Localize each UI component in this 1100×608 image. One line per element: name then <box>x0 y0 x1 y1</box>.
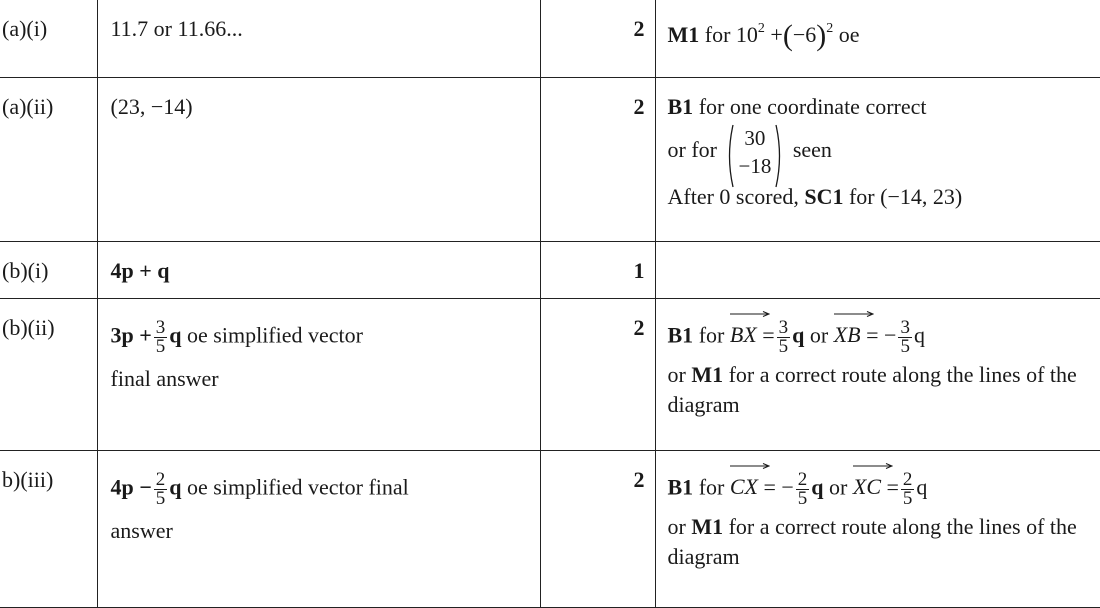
question-cell <box>0 450 97 607</box>
table-row <box>0 298 1100 450</box>
guidance-cell <box>655 298 1100 450</box>
marks-value: 1 <box>634 258 645 283</box>
vector-arrow-icon <box>853 463 893 469</box>
guidance-cell <box>655 241 1100 298</box>
vector-name: BX <box>730 322 757 347</box>
expr-base: −6 <box>793 22 816 47</box>
guidance-word: for <box>699 474 725 499</box>
table-row <box>0 77 1100 241</box>
marks-value: 2 <box>634 16 645 41</box>
vector-label <box>730 320 757 350</box>
marks-cell <box>540 298 655 450</box>
fraction-denominator: 5 <box>898 338 912 356</box>
fraction-numerator: 3 <box>898 319 912 338</box>
mark-code: B1 <box>668 94 694 119</box>
marks-cell <box>540 77 655 241</box>
answer-cell <box>97 450 540 607</box>
guidance-text: M1 for $10^2 +(-6)^2$ oe <box>668 22 860 47</box>
marks-value: 2 <box>634 467 645 492</box>
answer-text: answer <box>111 518 173 543</box>
mark-code: B1 <box>668 474 694 499</box>
equals: = <box>887 474 899 499</box>
guidance-text: for a correct route along the lines of the diagram <box>668 362 1077 417</box>
mark-code: B1 <box>668 322 694 347</box>
answer-text: oe simplified vector final <box>187 474 409 499</box>
vector-arrow-icon <box>730 311 770 317</box>
answer-cell <box>97 0 540 77</box>
table-row <box>0 450 1100 607</box>
fraction <box>796 471 810 508</box>
fraction <box>154 471 168 508</box>
guidance-word: or <box>810 322 828 347</box>
answer-cell <box>97 77 540 241</box>
guidance-word: for <box>705 22 731 47</box>
vector-q: q <box>914 322 925 347</box>
question-label: (a)(ii) <box>2 94 53 119</box>
question-cell <box>0 77 97 241</box>
exponent: 2 <box>826 21 833 36</box>
vector-name: XB <box>834 322 861 347</box>
guidance-line <box>668 471 1100 508</box>
vector-q: q <box>792 322 804 347</box>
fraction-numerator: 3 <box>154 319 168 338</box>
vector-arrow-icon <box>730 463 770 469</box>
marks-cell <box>540 450 655 607</box>
vector-label <box>853 472 881 502</box>
question-label: (b)(i) <box>2 258 48 283</box>
fraction-numerator: 2 <box>796 471 810 490</box>
guidance-text: for a correct route along the lines of the diagram <box>668 514 1077 569</box>
fraction <box>901 471 915 508</box>
answer-text: (23, −14) <box>111 94 193 119</box>
guidance-word: or <box>668 362 686 387</box>
answer-lead: 3p + <box>111 322 152 347</box>
column-vector <box>726 124 783 180</box>
fraction-denominator: 5 <box>901 490 915 508</box>
mark-code: SC1 <box>804 184 843 209</box>
answer-text: final answer <box>111 366 219 391</box>
guidance-text: After 0 scored, <box>668 184 799 209</box>
answer-text: 11.7 or 11.66... <box>111 16 243 41</box>
fraction-denominator: 5 <box>777 338 791 356</box>
guidance-text: or for <box>668 137 717 162</box>
vector-name: CX <box>730 474 758 499</box>
guidance-cell <box>655 77 1100 241</box>
vector-top: 30 <box>726 124 783 152</box>
answer-line <box>111 364 540 394</box>
answer-line <box>111 319 540 356</box>
guidance-line <box>668 512 1100 572</box>
guidance-text: for (−14, 23) <box>849 184 962 209</box>
guidance-line <box>668 124 1100 180</box>
fraction-denominator: 5 <box>796 490 810 508</box>
guidance-word: or <box>668 514 686 539</box>
vector-name: XC <box>853 474 881 499</box>
fraction-numerator: 2 <box>901 471 915 490</box>
equals: = − <box>763 474 793 499</box>
guidance-word: or <box>829 474 847 499</box>
answer-line <box>111 516 540 546</box>
table-row <box>0 241 1100 298</box>
exponent: 2 <box>758 21 765 36</box>
vector-q: q <box>169 322 181 347</box>
operator: + <box>770 22 782 47</box>
guidance-text: seen <box>793 137 832 162</box>
answer-lead: 4p − <box>111 474 152 499</box>
expr-base: 10 <box>736 22 758 47</box>
vector-label <box>730 472 758 502</box>
answer-text: oe simplified vector <box>187 322 363 347</box>
table-row <box>0 0 1100 77</box>
fraction-numerator: 2 <box>154 471 168 490</box>
marks-value: 2 <box>634 94 645 119</box>
answer-line <box>111 471 540 508</box>
fraction-denominator: 5 <box>154 490 168 508</box>
question-label: (b)(ii) <box>2 315 55 340</box>
question-cell <box>0 298 97 450</box>
vector-label <box>834 320 861 350</box>
guidance-cell <box>655 0 1100 77</box>
vector-q: q <box>169 474 181 499</box>
answer-cell <box>97 298 540 450</box>
vector-q: q <box>811 474 823 499</box>
fraction-numerator: 3 <box>777 319 791 338</box>
question-cell <box>0 0 97 77</box>
fraction <box>154 319 168 356</box>
marks-cell <box>540 241 655 298</box>
fraction <box>898 319 912 356</box>
fraction-denominator: 5 <box>154 338 168 356</box>
answer-text: 4p + q <box>111 258 170 283</box>
equals: = − <box>866 322 896 347</box>
vector-arrow-icon <box>834 311 874 317</box>
right-paren-icon <box>775 124 783 188</box>
guidance-line <box>668 92 1100 122</box>
vector-bottom: −18 <box>726 152 783 180</box>
marks-value: 2 <box>634 315 645 340</box>
question-cell <box>0 241 97 298</box>
answer-cell <box>97 241 540 298</box>
guidance-word: for <box>699 322 725 347</box>
fraction <box>777 319 791 356</box>
guidance-text: for one coordinate correct <box>699 94 927 119</box>
equals: = <box>762 322 774 347</box>
mark-code: M1 <box>691 362 723 387</box>
mark-code: M1 <box>668 22 700 47</box>
question-label: (a)(i) <box>2 16 47 41</box>
left-paren-icon <box>726 124 734 188</box>
guidance-line <box>668 319 1100 356</box>
oe-text: oe <box>839 22 860 47</box>
marks-cell <box>540 0 655 77</box>
guidance-cell <box>655 450 1100 607</box>
question-label: b)(iii) <box>2 467 53 492</box>
guidance-line <box>668 360 1100 420</box>
vector-q: q <box>916 474 927 499</box>
mark-code: M1 <box>691 514 723 539</box>
